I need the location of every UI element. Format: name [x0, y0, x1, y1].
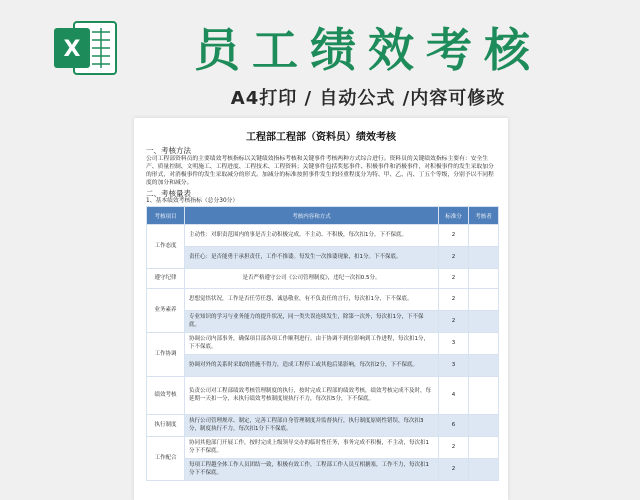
row-score: 2 [439, 311, 469, 333]
row-score: 2 [439, 437, 469, 459]
document-preview [134, 118, 508, 500]
row-item: 工作配合 [147, 437, 185, 481]
table-row [147, 289, 499, 311]
row-item: 绩效考核 [147, 377, 185, 415]
row-score: 2 [439, 225, 469, 247]
kpi-table [146, 206, 499, 481]
table-row [147, 333, 499, 355]
row-content: 专业知识的学习与业务能力的提升状况，同一类失误连续发生，除第一次外，每次扣1分，下不保底。 [185, 311, 439, 333]
row-rater[interactable] [469, 333, 499, 355]
table-row [147, 377, 499, 415]
row-item: 业务素养 [147, 289, 185, 333]
row-rater[interactable] [469, 269, 499, 289]
banner [0, 0, 640, 118]
table-row [147, 269, 499, 289]
row-score: 2 [439, 459, 469, 481]
table-row [147, 311, 499, 333]
section-scale-heading: 二、考核量表 [146, 189, 191, 198]
row-score: 2 [439, 289, 469, 311]
table-row [147, 459, 499, 481]
row-rater[interactable] [469, 311, 499, 333]
table-row [147, 355, 499, 377]
row-rater[interactable] [469, 459, 499, 481]
row-rater[interactable] [469, 289, 499, 311]
row-score: 3 [439, 355, 469, 377]
row-item: 遵守纪律 [147, 269, 185, 289]
page-subtitle: A4打印 / 自动公式 /内容可修改 [230, 88, 506, 109]
row-score: 3 [439, 333, 469, 355]
row-rater[interactable] [469, 415, 499, 437]
row-item: 执行制度 [147, 415, 185, 437]
row-content: 每项工程越全体工作人员团结一致，积极有效工作，工程部工作人员互相搪塞，工作不力，每次扣1分下不保底。 [185, 459, 439, 481]
row-content: 执行公司管理规章、制定，完善工程部自身管理制度并监督执行，执行制度原则性错误，每次扣3分，制度执行不力，每次扣1分下不保底。 [185, 415, 439, 437]
table-row [147, 247, 499, 269]
row-rater[interactable] [469, 437, 499, 459]
row-rater[interactable] [469, 377, 499, 415]
row-content: 是否严格遵守公司《公司管理制度》，违纪一次扣0.5分。 [185, 269, 439, 289]
row-content: 思想觉悟状况，工作是否任劳任怨，诚恳敬业，有不负责任的言行，每次扣1分，下不保底。 [185, 289, 439, 311]
table-header-row [147, 207, 499, 225]
header-item: 考核项目 [147, 207, 185, 225]
row-item: 工作态度 [147, 225, 185, 269]
excel-icon [52, 18, 118, 78]
section-method-heading: 一、考核方法 [146, 146, 191, 155]
row-rater[interactable] [469, 247, 499, 269]
document-title: 工程部工程部（资料员）绩效考核 [246, 132, 396, 143]
row-score: 4 [439, 377, 469, 415]
table-row [147, 437, 499, 459]
header-rater: 考核者 [469, 207, 499, 225]
method-paragraph: 公司工程部资料员的主要绩效考核指标以关键绩效指标考核和关键事件考核两种方式综合进行。资料员的关键绩效指标主要有：安全生产、质量控制、文明施工、工程进度、工程技术、工程资料；关键事件包括奖惩事件、积极事件和消极事件，对积极事件的发生采取加分的形式，对消极事件的发生采取减分的形式。加减分的标准按照事件发生的轻重程度分为特、甲、乙、丙、丁五个等级，分别予以不同程度的加分和减分。 [146, 156, 494, 186]
row-score: 2 [439, 247, 469, 269]
page-title: 员工绩效考核 [194, 23, 542, 77]
row-content: 协同其他部门开展工作，按时完成上级领导交办的临时性任务，事务完成不积极，不主动，每次扣1分下不保底。 [185, 437, 439, 459]
row-content: 协调公司内部事务，确保项目部各项工作顺利进行。由于协调不到位影响到工作进程，每次扣1分，下不保底。 [185, 333, 439, 355]
row-content: 协调对外的关系时采取的措施不得力，造成工程停工或其他后果影响，每次扣2分，下不保底。 [185, 355, 439, 377]
row-rater[interactable] [469, 225, 499, 247]
excel-letter: X [63, 37, 81, 62]
row-item: 工作协调 [147, 333, 185, 377]
row-score: 2 [439, 269, 469, 289]
row-rater[interactable] [469, 355, 499, 377]
table-row [147, 225, 499, 247]
row-score: 6 [439, 415, 469, 437]
table-row [147, 415, 499, 437]
header-score: 标准分 [439, 207, 469, 225]
row-content: 责任心：是否能勇于承担责任，工作不推诿。每发生一次推诿现象，扣1分。下不保底。 [185, 247, 439, 269]
row-content: 负责公司对工程部绩效考核管理制度的执行，按时完成工程部的绩效考核，绩效考核完成不及时，每延期一天扣一分，未执行绩效考核制度规执行不力，每次扣5分，下不保底。 [185, 377, 439, 415]
row-content: 主动性：对职责范围内的事是否主动积极完成。不主动、不积极，每次扣1分。下不保底。 [185, 225, 439, 247]
section-scale-subheading: 1、基本绩效考核指标（总分30分） [146, 198, 239, 204]
header-content: 考核内容和方式 [185, 207, 439, 225]
